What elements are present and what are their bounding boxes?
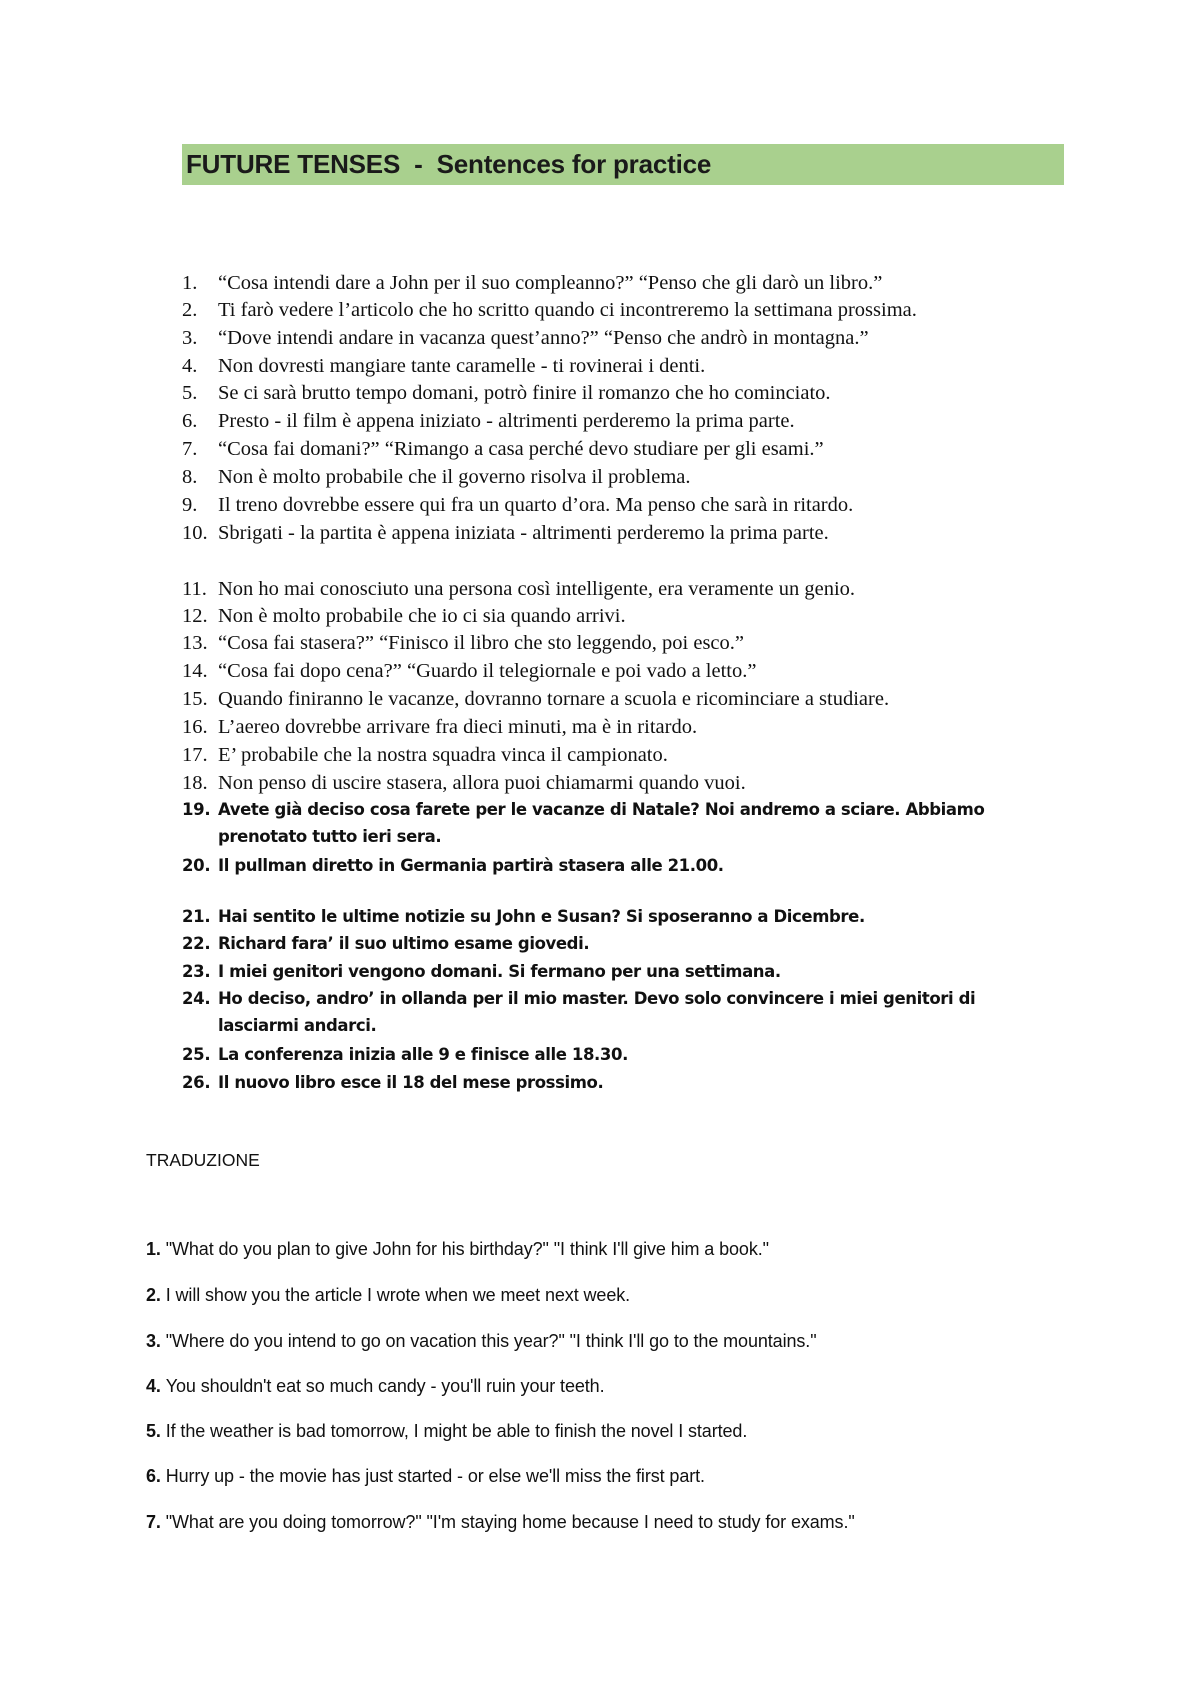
translation-text: Hurry up - the movie has just started - or else we'll miss the first part. bbox=[165, 1466, 705, 1486]
list-item-number: 7. bbox=[182, 438, 198, 460]
list-item-number: 14. bbox=[182, 660, 208, 682]
translation-number: 1. bbox=[146, 1239, 166, 1259]
list-item-number: 24. bbox=[182, 989, 211, 1008]
translation-heading: TRADUZIONE bbox=[146, 1150, 260, 1170]
list-item-text: I miei genitori vengono domani. Si fermano per una settimana. bbox=[218, 962, 781, 981]
translation-number: 6. bbox=[146, 1466, 166, 1486]
translation-number: 4. bbox=[146, 1376, 166, 1396]
list-item-text: “Cosa fai domani?” “Rimango a casa perché devo studiare per gli esami.” bbox=[218, 438, 824, 460]
list-item-number: 15. bbox=[182, 688, 208, 710]
list-item-text: Non dovresti mangiare tante caramelle - ti rovinerai i denti. bbox=[218, 355, 706, 377]
list-item-text: Il treno dovrebbe essere qui fra un quarto d’ora. Ma penso che sarà in ritardo. bbox=[218, 494, 854, 516]
list-item-text: Non ho mai conosciuto una persona così intelligente, era veramente un genio. bbox=[218, 578, 856, 600]
list-item-number: 6. bbox=[182, 410, 198, 432]
list-item-text: Richard fara’ il suo ultimo esame giovedi. bbox=[218, 934, 590, 953]
list-item-number: 23. bbox=[182, 962, 211, 981]
list-item-text: Hai sentito le ultime notizie su John e Susan? Si sposeranno a Dicembre. bbox=[218, 907, 865, 926]
list-item-text: Sbrigati - la partita è appena iniziata - altrimenti perderemo la prima parte. bbox=[218, 522, 829, 544]
list-item-text: Non è molto probabile che il governo risolva il problema. bbox=[218, 466, 691, 488]
list-item-text: Se ci sarà brutto tempo domani, potrò finire il romanzo che ho cominciato. bbox=[218, 382, 831, 404]
list-item-number: 13. bbox=[182, 632, 208, 654]
list-item-text: Ho deciso, andro’ in ollanda per il mio master. Devo solo convincere i miei genitori di bbox=[218, 989, 976, 1008]
list-item-text: Il nuovo libro esce il 18 del mese prossimo. bbox=[218, 1073, 604, 1092]
list-item-number: 1. bbox=[182, 272, 198, 294]
list-item-number: 10. bbox=[182, 522, 208, 544]
list-item-number: 2. bbox=[182, 299, 198, 321]
translation-text: "Where do you intend to go on vacation this year?" "I think I'll go to the mountains." bbox=[165, 1331, 817, 1351]
list-item-text: Presto - il film è appena iniziato - altrimenti perderemo la prima parte. bbox=[218, 410, 795, 432]
translation-text: If the weather is bad tomorrow, I might be able to finish the novel I started. bbox=[165, 1421, 748, 1441]
list-item-text: Il pullman diretto in Germania partirà stasera alle 21.00. bbox=[218, 856, 724, 875]
list-item-number: 18. bbox=[182, 772, 208, 794]
translation-item bbox=[146, 1285, 630, 1306]
translation-text: "What do you plan to give John for his birthday?" "I think I'll give him a book." bbox=[165, 1239, 769, 1259]
translation-item bbox=[146, 1421, 747, 1442]
list-item-text: “Cosa fai dopo cena?” “Guardo il telegiornale e poi vado a letto.” bbox=[218, 660, 757, 682]
list-item-text: L’aereo dovrebbe arrivare fra dieci minuti, ma è in ritardo. bbox=[218, 716, 698, 738]
title-banner bbox=[182, 144, 1064, 185]
translation-number: 5. bbox=[146, 1421, 166, 1441]
list-item-text: Quando finiranno le vacanze, dovranno tornare a scuola e ricominciare a studiare. bbox=[218, 688, 890, 710]
translation-item bbox=[146, 1466, 705, 1487]
translation-text: "What are you doing tomorrow?" "I'm staying home because I need to study for exams." bbox=[165, 1512, 855, 1532]
translation-number: 7. bbox=[146, 1512, 166, 1532]
translation-text: I will show you the article I wrote when we meet next week. bbox=[165, 1285, 631, 1305]
list-item-number: 5. bbox=[182, 382, 198, 404]
list-item-number: 3. bbox=[182, 327, 198, 349]
list-item-number: 11. bbox=[182, 578, 207, 600]
list-item-number: 22. bbox=[182, 934, 211, 953]
list-item-number: 25. bbox=[182, 1045, 211, 1064]
list-item-number: 4. bbox=[182, 355, 198, 377]
list-item-text: La conferenza inizia alle 9 e finisce alle 18.30. bbox=[218, 1045, 628, 1064]
list-item-number: 9. bbox=[182, 494, 198, 516]
list-item-text-continued: prenotato tutto ieri sera. bbox=[218, 827, 442, 846]
translation-item bbox=[146, 1512, 855, 1533]
translation-number: 3. bbox=[146, 1331, 166, 1351]
list-item-number: 19. bbox=[182, 800, 211, 819]
list-item-text-continued: lasciarmi andarci. bbox=[218, 1016, 377, 1035]
list-item-text: “Cosa intendi dare a John per il suo compleanno?” “Penso che gli darò un libro.” bbox=[218, 272, 883, 294]
list-item-number: 17. bbox=[182, 744, 208, 766]
list-item-text: “Dove intendi andare in vacanza quest’anno?” “Penso che andrò in montagna.” bbox=[218, 327, 869, 349]
list-item-text: Avete già deciso cosa farete per le vacanze di Natale? Noi andremo a sciare. Abbiamo bbox=[218, 800, 985, 819]
translation-item bbox=[146, 1331, 817, 1352]
translation-text: You shouldn't eat so much candy - you'll ruin your teeth. bbox=[165, 1376, 605, 1396]
translation-item bbox=[146, 1376, 605, 1397]
list-item-text: E’ probabile che la nostra squadra vinca il campionato. bbox=[218, 744, 668, 766]
list-item-text: Non è molto probabile che io ci sia quando arrivi. bbox=[218, 605, 626, 627]
list-item-text: “Cosa fai stasera?” “Finisco il libro che sto leggendo, poi esco.” bbox=[218, 632, 745, 654]
translation-number: 2. bbox=[146, 1285, 166, 1305]
list-item-text: Ti farò vedere l’articolo che ho scritto quando ci incontreremo la settimana prossima. bbox=[218, 299, 917, 321]
list-item-number: 16. bbox=[182, 716, 208, 738]
list-item-number: 20. bbox=[182, 856, 211, 875]
list-item-number: 8. bbox=[182, 466, 198, 488]
list-item-text: Non penso di uscire stasera, allora puoi chiamarmi quando vuoi. bbox=[218, 772, 746, 794]
page-title: FUTURE TENSES - Sentences for practice bbox=[186, 149, 712, 179]
list-item-number: 26. bbox=[182, 1073, 211, 1092]
translation-item bbox=[146, 1239, 769, 1260]
list-item-number: 12. bbox=[182, 605, 208, 627]
list-item-number: 21. bbox=[182, 907, 211, 926]
